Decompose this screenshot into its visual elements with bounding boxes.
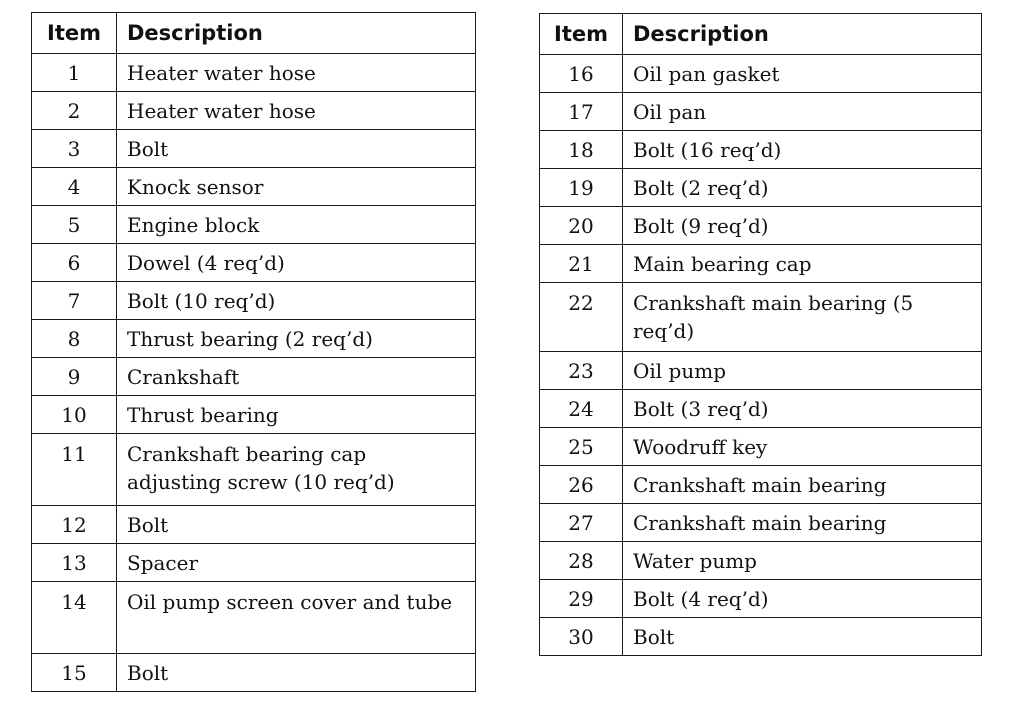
- table-row: [32, 130, 476, 168]
- item-number-cell: 11: [32, 434, 117, 506]
- description-cell: Main bearing cap: [623, 245, 982, 283]
- parts-table-left: [31, 12, 476, 692]
- description-cell: Crankshaft main bearing: [623, 504, 982, 542]
- item-column-header: Item: [32, 13, 117, 54]
- item-number-cell: 27: [540, 504, 623, 542]
- item-number-cell: 18: [540, 131, 623, 169]
- description-cell: Oil pan gasket: [623, 55, 982, 93]
- item-number-cell: 10: [32, 396, 117, 434]
- item-number-cell: 5: [32, 206, 117, 244]
- header-row: [540, 14, 982, 55]
- parts-table-right: [539, 13, 982, 656]
- item-number-cell: 19: [540, 169, 623, 207]
- description-column-header: Description: [623, 14, 982, 55]
- description-cell: Bolt (4 req’d): [623, 580, 982, 618]
- description-cell: Bolt: [117, 130, 476, 168]
- item-column-header: Item: [540, 14, 623, 55]
- table-row: [32, 544, 476, 582]
- header-row: [32, 13, 476, 54]
- table-row: [32, 168, 476, 206]
- description-cell: Crankshaft main bearing: [623, 466, 982, 504]
- description-cell: Oil pump: [623, 352, 982, 390]
- item-number-cell: 12: [32, 506, 117, 544]
- item-number-cell: 1: [32, 54, 117, 92]
- item-number-cell: 20: [540, 207, 623, 245]
- description-cell: Bolt (9 req’d): [623, 207, 982, 245]
- table-row: [32, 506, 476, 544]
- description-cell: Thrust bearing: [117, 396, 476, 434]
- description-cell: Bolt (10 req’d): [117, 282, 476, 320]
- item-number-cell: 30: [540, 618, 623, 656]
- parts-table-right-body: [540, 55, 982, 656]
- description-cell: Oil pump screen cover and tube: [117, 582, 476, 654]
- table-row: [32, 320, 476, 358]
- item-number-cell: 29: [540, 580, 623, 618]
- description-cell: Woodruff key: [623, 428, 982, 466]
- item-number-cell: 15: [32, 654, 117, 692]
- item-number-cell: 6: [32, 244, 117, 282]
- description-cell: Engine block: [117, 206, 476, 244]
- table-row: [32, 654, 476, 692]
- description-cell: Heater water hose: [117, 92, 476, 130]
- item-number-cell: 4: [32, 168, 117, 206]
- item-number-cell: 21: [540, 245, 623, 283]
- description-cell: Crankshaft main bearing (5 req’d): [623, 283, 982, 352]
- description-cell: Bolt: [623, 618, 982, 656]
- description-cell: Knock sensor: [117, 168, 476, 206]
- table-row: [540, 618, 982, 656]
- table-row: [540, 542, 982, 580]
- item-number-cell: 8: [32, 320, 117, 358]
- table-row: [540, 504, 982, 542]
- table-row: [540, 580, 982, 618]
- table-row: [32, 582, 476, 654]
- item-number-cell: 2: [32, 92, 117, 130]
- description-cell: Bolt (2 req’d): [623, 169, 982, 207]
- item-number-cell: 9: [32, 358, 117, 396]
- table-row: [540, 390, 982, 428]
- table-row: [540, 352, 982, 390]
- table-row: [540, 207, 982, 245]
- table-row: [32, 244, 476, 282]
- table-row: [32, 396, 476, 434]
- description-cell: Oil pan: [623, 93, 982, 131]
- item-number-cell: 23: [540, 352, 623, 390]
- description-cell: Water pump: [623, 542, 982, 580]
- table-row: [540, 245, 982, 283]
- description-cell: Bolt: [117, 654, 476, 692]
- description-cell: Crankshaft bearing cap adjusting screw (10 req’d): [117, 434, 476, 506]
- table-row: [32, 282, 476, 320]
- table-row: [32, 92, 476, 130]
- table-row: [32, 206, 476, 244]
- description-cell: Bolt (3 req’d): [623, 390, 982, 428]
- description-cell: Bolt: [117, 506, 476, 544]
- description-cell: Dowel (4 req’d): [117, 244, 476, 282]
- item-number-cell: 14: [32, 582, 117, 654]
- item-number-cell: 3: [32, 130, 117, 168]
- item-number-cell: 7: [32, 282, 117, 320]
- description-cell: Crankshaft: [117, 358, 476, 396]
- table-row: [540, 169, 982, 207]
- item-number-cell: 22: [540, 283, 623, 352]
- description-cell: Thrust bearing (2 req’d): [117, 320, 476, 358]
- table-row: [32, 434, 476, 506]
- table-row: [32, 358, 476, 396]
- table-row: [540, 93, 982, 131]
- table-row: [540, 428, 982, 466]
- table-row: [32, 54, 476, 92]
- item-number-cell: 16: [540, 55, 623, 93]
- description-cell: Spacer: [117, 544, 476, 582]
- description-column-header: Description: [117, 13, 476, 54]
- table-row: [540, 283, 982, 352]
- item-number-cell: 26: [540, 466, 623, 504]
- description-cell: Bolt (16 req’d): [623, 131, 982, 169]
- item-number-cell: 17: [540, 93, 623, 131]
- item-number-cell: 24: [540, 390, 623, 428]
- item-number-cell: 13: [32, 544, 117, 582]
- item-number-cell: 25: [540, 428, 623, 466]
- parts-table-left-body: [32, 54, 476, 692]
- description-cell: Heater water hose: [117, 54, 476, 92]
- item-number-cell: 28: [540, 542, 623, 580]
- table-row: [540, 55, 982, 93]
- table-row: [540, 466, 982, 504]
- table-row: [540, 131, 982, 169]
